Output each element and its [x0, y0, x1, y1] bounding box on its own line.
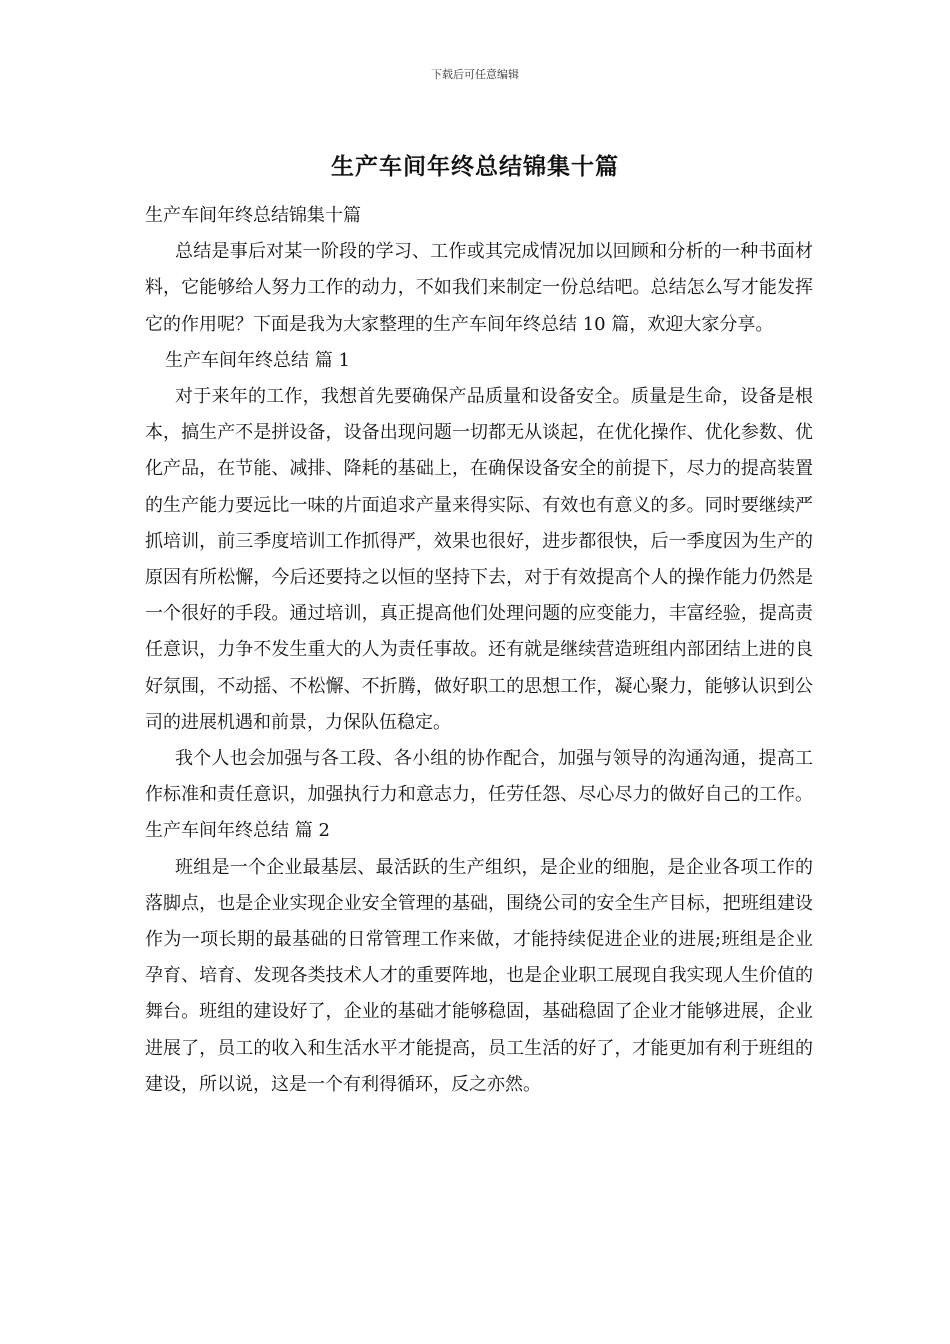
- document-subtitle: 生产车间年终总结锦集十篇: [145, 205, 361, 226]
- header-note: 下载后可任意编辑: [431, 68, 519, 81]
- intro-paragraph: 总结是事后对某一阶段的学习、工作或其完成情况加以回顾和分析的一种书面材料，它能够给人努力工作的动力，不如我们来制定一份总结吧。总结怎么写才能发挥它的作用呢？下面是我为大家整理的生产车间年终总结 10 篇，欢迎大家分享。: [145, 241, 813, 335]
- section-1-paragraph-2: 我个人也会加强与各工段、各小组的协作配合，加强与领导的沟通沟通，提高工作标准和责任意识，加强执行力和意志力，任劳任怨、尽心尽力的做好自己的工作。生产车间年终总结 篇 2: [145, 748, 813, 842]
- section-1-paragraph-1: 对于来年的工作，我想首先要确保产品质量和设备安全。质量是生命，设备是根本，搞生产不是拼设备，设备出现问题一切都无从谈起，在优化操作、优化参数、优化产品，在节能、减排、降耗的基础上，在确保设备安全的前提下，尽力的提高装置的生产能力要远比一味的片面追求产量来得实际、有效也有意义的多。同时要继续严抓培训，前三季度培训工作抓得严，效果也很好，进步都很快，后一季度因为生产的原因有所松懈，今后还要持之以恒的坚持下去，对于有效提高个人的操作能力仍然是一个很好的手段。通过培训，真正提高他们处理问题的应变能力，丰富经验，提高责任意识，力争不发生重大的人为责任事故。还有就是继续营造班组内部团结上进的良好氛围，不动摇、不松懈、不折腾，做好职工的思想工作，凝心聚力，能够认识到公司的进展机遇和前景，力保队伍稳定。: [145, 386, 813, 733]
- document-title: 生产车间年终总结锦集十篇: [331, 153, 619, 180]
- section-1-heading: 生产车间年终总结 篇 1: [165, 349, 350, 371]
- document-body: [145, 198, 813, 1103]
- section-2-paragraph-1: 班组是一个企业最基层、最活跃的生产组织，是企业的细胞，是企业各项工作的落脚点，也是企业实现企业安全管理的基础，围绕公司的安全生产目标，把班组建设作为一项长期的最基础的日常管理工作来做，才能持续促进企业的进展;班组是企业孕育、培育、发现各类技术人才的重要阵地，也是企业职工展现自我实现人生价值的舞台。班组的建设好了，企业的基础才能够稳固，基础稳固了企业才能够进展，企业进展了，员工的收入和生活水平才能提高，员工生活的好了，才能更加有利于班组的建设，所以说，这是一个有利得循环，反之亦然。: [145, 856, 813, 1095]
